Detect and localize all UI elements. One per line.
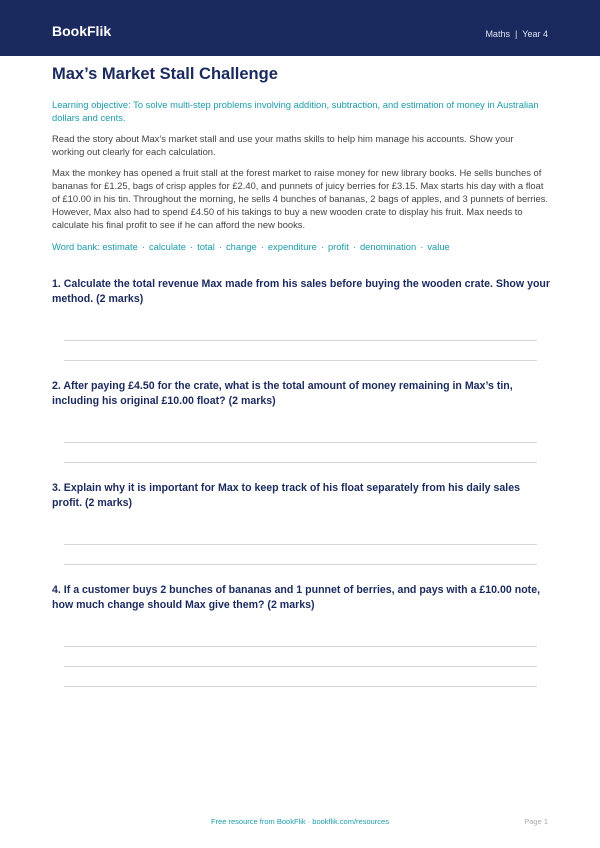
meta-separator: | [514, 29, 518, 39]
year-label: Year 4 [522, 29, 548, 39]
footer-text: Free resource from BookFlik · bookflik.com/resources [211, 817, 389, 826]
subject-label: Maths [485, 29, 510, 39]
word-bank-word: profit [327, 241, 349, 252]
instructions-paragraph: Read the story about Max’s market stall and use your maths skills to help him manage his accounts. Show your working out clearly for each calculation. [52, 133, 514, 157]
question-2: 2. After paying £4.50 for the crate, what is the total amount of money remaining in Max’s tin, including his original £10.00 float? (2 marks) [52, 380, 513, 407]
word-bank-word: total [197, 241, 215, 252]
header-meta [485, 29, 548, 39]
page-title: Max’s Market Stall Challenge [52, 65, 278, 83]
answer-line[interactable] [64, 544, 537, 545]
question-4: 4. If a customer buys 2 bunches of bananas and 1 punnet of berries, and pays with a £10.00 note, how much change should Max give them? (2 marks) [52, 584, 541, 611]
answer-line[interactable] [64, 646, 537, 647]
answer-line[interactable] [64, 462, 537, 463]
question-3: 3. Explain why it is important for Max to keep track of his float separately from his daily sales profit. (2 marks) [52, 482, 521, 509]
answer-line[interactable] [64, 442, 537, 443]
word-bank-word: expenditure [267, 241, 317, 252]
answer-line[interactable] [64, 340, 537, 341]
word-bank-word: denomination [359, 241, 417, 252]
answer-line[interactable] [64, 666, 537, 667]
word-bank: Word bank: estimate · calculate · total · change · expenditure · profit · denomination · value [52, 241, 450, 252]
word-bank-word: value [427, 241, 450, 252]
question-1: 1. Calculate the total revenue Max made from his sales before buying the wooden crate. Show your method. (2 marks) [52, 278, 551, 305]
word-bank-word: calculate [148, 241, 186, 252]
story-paragraph: Max the monkey has opened a fruit stall at the forest market to raise money for new library books. He sells bunches of bananas for £1.25, bags of crisp apples for £2.40, and punnets of juicy berries for £3.15. Max starts his day with a float of £10.00 in his tin. Throughout the morning, he sells 4 bunches of bananas, 2 bags of apples, and 3 punnets of berries. However, Max also had to spend £4.50 of his takings to buy a new wooden crate to display his fruit. Max needs to calculate his final profit to see if he can afford the new books. [52, 167, 548, 230]
word-bank-word: estimate [102, 241, 138, 252]
brand-logo: BookFlik [52, 23, 112, 39]
answer-line[interactable] [64, 686, 537, 687]
worksheet-content [52, 64, 548, 253]
page-number: Page 1 [524, 817, 548, 826]
answer-line[interactable] [64, 564, 537, 565]
answer-line[interactable] [64, 360, 537, 361]
header-bar [0, 0, 600, 56]
word-bank-word: change [225, 241, 257, 252]
word-bank-label: Word bank: [52, 241, 100, 252]
learning-objective: Learning objective: To solve multi-step problems involving addition, subtraction, and estimation of money in Australian dollars and cents. [52, 99, 539, 123]
